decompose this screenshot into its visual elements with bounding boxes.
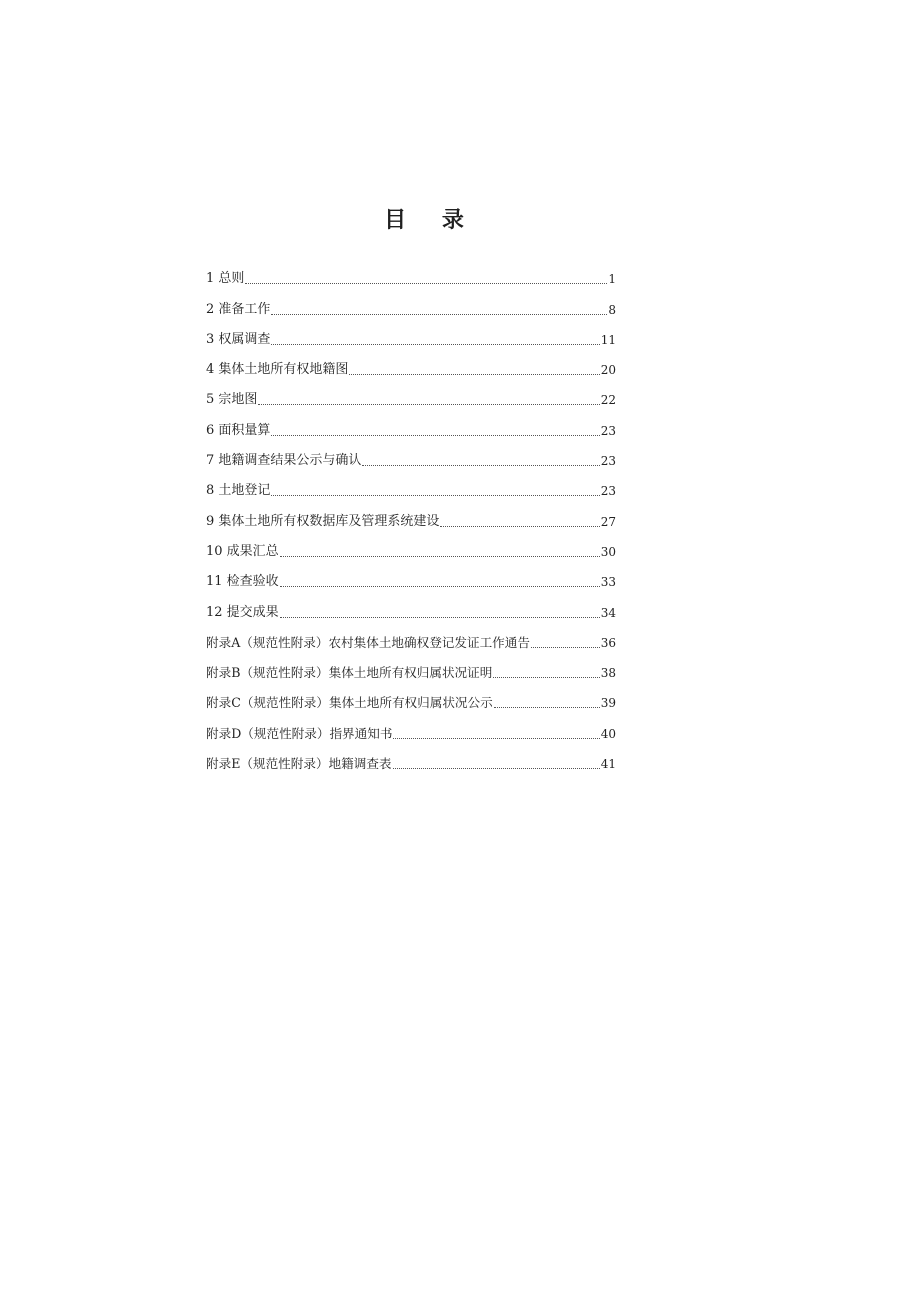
- toc-entry-page: 23: [600, 454, 616, 469]
- toc-entry-page: 33: [600, 575, 616, 590]
- toc-dot-leader: [440, 526, 599, 527]
- toc-dot-leader: [393, 738, 599, 739]
- toc-entry-page: 20: [600, 363, 616, 378]
- toc-entry-page: 23: [600, 423, 616, 438]
- toc-entry-page: 11: [600, 332, 616, 347]
- toc-entry-appendix-c: [206, 682, 616, 712]
- toc-entry-page: 22: [600, 393, 616, 408]
- toc-title: 目 录: [384, 207, 478, 233]
- toc-entry-appendix-d: [206, 712, 616, 742]
- toc-entry-4: [206, 349, 616, 379]
- toc-entry-appendix-b: [206, 652, 616, 682]
- toc-entry-page: 40: [600, 726, 616, 741]
- toc-entry-page: 1: [608, 272, 616, 287]
- toc-dot-leader: [280, 556, 600, 557]
- toc-entry-label: 2 准备工作: [206, 301, 271, 317]
- toc-entry-label: 4 集体土地所有权地籍图: [206, 362, 349, 378]
- toc-entry-1: [206, 258, 616, 288]
- toc-entry-label: 5 宗地图: [206, 392, 258, 408]
- toc-entry-appendix-e: [206, 743, 616, 773]
- toc-entry-label: 附录E（规范性附录）地籍调查表: [206, 756, 392, 772]
- toc-entry-label: 附录D（规范性附录）指界通知书: [206, 725, 393, 741]
- toc-dot-leader: [271, 314, 607, 315]
- toc-entry-11: [206, 561, 616, 591]
- toc-entry-3: [206, 319, 616, 349]
- toc-entry-label: 3 权属调查: [206, 331, 271, 347]
- toc-dot-leader: [531, 647, 600, 648]
- toc-entry-label: 附录B（规范性附录）集体土地所有权归属状况证明: [206, 665, 493, 681]
- toc-entry-label: 10 成果汇总: [206, 543, 279, 559]
- toc-entry-page: 41: [600, 757, 616, 772]
- toc-entry-7: [206, 440, 616, 470]
- toc-entry-page: 23: [600, 484, 616, 499]
- toc-entry-page: 36: [600, 635, 616, 650]
- table-of-contents: [206, 258, 616, 773]
- toc-dot-leader: [245, 283, 607, 284]
- toc-entry-label: 6 面积量算: [206, 422, 271, 438]
- toc-dot-leader: [494, 707, 600, 708]
- toc-entry-label: 附录C（规范性附录）集体土地所有权归属状况公示: [206, 695, 493, 711]
- toc-entry-label: 附录A（规范性附录）农村集体土地确权登记发证工作通告: [206, 634, 530, 650]
- toc-dot-leader: [493, 677, 599, 678]
- toc-entry-2: [206, 288, 616, 318]
- toc-dot-leader: [349, 374, 599, 375]
- toc-entry-9: [206, 500, 616, 530]
- toc-entry-label: 11 检查验收: [206, 574, 279, 590]
- toc-entry-page: 27: [600, 514, 616, 529]
- toc-entry-label: 12 提交成果: [206, 604, 279, 620]
- toc-entry-label: 9 集体土地所有权数据库及管理系统建设: [206, 513, 440, 529]
- toc-entry-label: 7 地籍调查结果公示与确认: [206, 453, 362, 469]
- toc-entry-appendix-a: [206, 622, 616, 652]
- toc-entry-10: [206, 531, 616, 561]
- toc-entry-12: [206, 591, 616, 621]
- toc-entry-page: 30: [600, 544, 616, 559]
- toc-entry-6: [206, 409, 616, 439]
- toc-entry-page: 8: [608, 302, 616, 317]
- toc-dot-leader: [271, 435, 599, 436]
- toc-dot-leader: [362, 465, 599, 466]
- toc-dot-leader: [258, 404, 599, 405]
- toc-dot-leader: [280, 586, 600, 587]
- toc-entry-page: 39: [600, 696, 616, 711]
- toc-entry-page: 34: [600, 605, 616, 620]
- toc-dot-leader: [271, 344, 599, 345]
- toc-entry-page: 38: [600, 666, 616, 681]
- toc-entry-8: [206, 470, 616, 500]
- toc-dot-leader: [271, 495, 599, 496]
- toc-entry-label: 8 土地登记: [206, 483, 271, 499]
- toc-dot-leader: [280, 617, 600, 618]
- toc-entry-label: 1 总则: [206, 271, 245, 287]
- toc-entry-5: [206, 379, 616, 409]
- toc-dot-leader: [393, 768, 600, 769]
